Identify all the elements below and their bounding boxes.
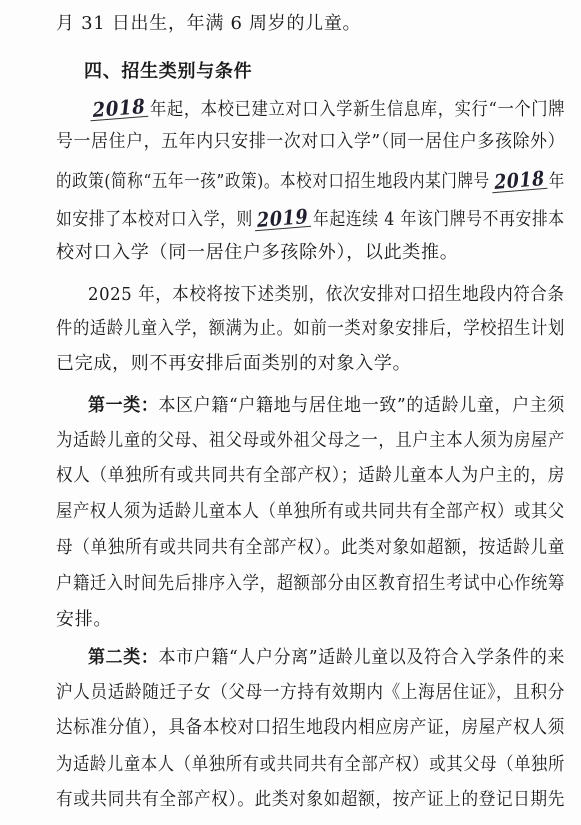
text-line: 有或共同共有全部产权）。此类对象如超额，按产证上的登记日期先 <box>56 789 565 810</box>
text-line: 第一类：本区户籍“户籍地与居住地一致”的适龄儿童，户主须 <box>88 395 566 416</box>
text-line: 2025 年，本校将按下述类别，依次安排对口招生地段内符合条 <box>88 284 565 305</box>
text-line: 屋产权人须为适龄儿童本人（单独所有或共同共有全部产权）或其父 <box>56 501 565 522</box>
text-line: 校对口入学（同一居住户多孩除外），以此类推。 <box>56 242 459 263</box>
text-line: 的政策(简称“五年一孩”政策)。本校对口招生地段内某门牌号 2018 年 <box>56 165 565 195</box>
category-label: 第一类： <box>88 395 159 416</box>
text-line: 安排。 <box>56 609 113 630</box>
text-line: 件的适龄儿童入学，额满为止。如前一类对象安排后，学校招生计划 <box>56 318 565 339</box>
text-line: 沪人员适龄随迁子女（父母一方持有效期内《上海居住证》，且积分 <box>56 682 565 703</box>
category-label: 第二类： <box>88 647 159 668</box>
text-line: 户籍迁入时间先后排序入学，超额部分由区教育招生考试中心作统筹 <box>56 573 565 594</box>
text-line: 如安排了本校对口入学，则 2019 年起连续 4 年该门牌号不再安排本 <box>56 203 565 233</box>
text-line: 已完成，则不再安排后面类别的对象入学。 <box>56 353 412 374</box>
text-line: 号一居住户，五年内只安排一次对口入学”（同一居住户多孩除外） <box>56 131 566 152</box>
handwritten-year: 2018 <box>89 96 149 121</box>
text-line: 月 31 日出生，年满 6 周岁的儿童。 <box>56 13 362 34</box>
section-heading: 四、招生类别与条件 <box>84 61 253 82</box>
text-line: 为适龄儿童本人（单独所有或共同共有全部产权）或其父母（单独所 <box>56 754 565 775</box>
text-line: 2018 年起，本校已建立对口入学新生信息库，实行“一个门牌 <box>88 98 565 119</box>
handwritten-year: 2019 <box>254 206 312 231</box>
text-line: 第二类：本市户籍“人户分离”适龄儿童以及符合入学条件的来 <box>88 647 566 668</box>
text-line: 为适龄儿童的父母、祖父母或外祖父母之一，且户主本人须为房屋产 <box>56 430 565 451</box>
text-line: 母（单独所有或共同共有全部产权）。此类对象如超额，按适龄儿童 <box>56 537 565 558</box>
handwritten-year: 2018 <box>491 168 548 193</box>
text-line: 权人（单独所有或共同共有全部产权）；适龄儿童本人为户主的，房 <box>56 465 565 486</box>
text-line: 达标准分值），具备本校对口招生地段内相应房产证，房屋产权人须 <box>56 717 565 738</box>
